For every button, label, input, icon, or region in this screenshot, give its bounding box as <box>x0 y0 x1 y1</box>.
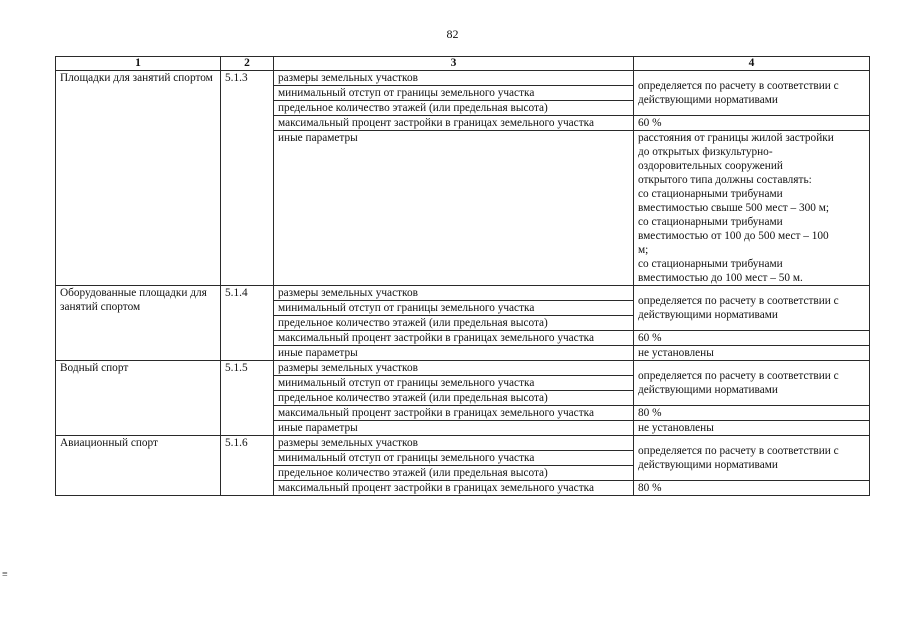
column-header-4: 4 <box>634 57 870 71</box>
coverage-label: максимальный процент застройки в границах земельного участка <box>274 481 634 496</box>
land-use-code: 5.1.6 <box>221 436 274 496</box>
parameter-label: размеры земельных участков <box>274 361 634 376</box>
column-header-2: 2 <box>221 57 274 71</box>
other-params-line: со стационарными трибунами <box>638 258 783 270</box>
other-params-line: со стационарными трибунами <box>638 188 783 200</box>
other-params-value <box>634 131 870 286</box>
column-header-3: 3 <box>274 57 634 71</box>
land-use-name: Площадки для занятий спортом <box>56 71 221 286</box>
parameter-value: определяется по расчету в соответствии с действующими нормативами <box>634 436 870 481</box>
coverage-value: 60 % <box>634 331 870 346</box>
column-header-1: 1 <box>56 57 221 71</box>
other-params-line: расстояния от границы жилой застройки <box>638 132 834 144</box>
other-params-line: оздоровительных сооружений <box>638 160 783 172</box>
coverage-label: максимальный процент застройки в границах земельного участка <box>274 116 634 131</box>
table-row <box>56 286 870 301</box>
coverage-value: 80 % <box>634 406 870 421</box>
land-use-table <box>55 56 870 496</box>
table-row <box>56 71 870 86</box>
coverage-label: максимальный процент застройки в границах земельного участка <box>274 406 634 421</box>
table-row <box>56 361 870 376</box>
other-params-line: до открытых физкультурно- <box>638 146 773 158</box>
parameter-value: определяется по расчету в соответствии с действующими нормативами <box>634 361 870 406</box>
other-params-value <box>634 346 870 361</box>
parameter-label: минимальный отступ от границы земельного участка <box>274 451 634 466</box>
land-use-code: 5.1.3 <box>221 71 274 286</box>
table-body <box>56 71 870 496</box>
other-params-line: со стационарными трибунами <box>638 216 783 228</box>
other-params-value <box>634 421 870 436</box>
parameter-value: определяется по расчету в соответствии с действующими нормативами <box>634 286 870 331</box>
other-params-line: вместимостью до 100 мест – 50 м. <box>638 272 803 284</box>
table-row <box>56 436 870 451</box>
edge-mark: ≡ <box>2 569 8 580</box>
land-use-code: 5.1.5 <box>221 361 274 436</box>
parameter-label: минимальный отступ от границы земельного участка <box>274 376 634 391</box>
other-params-line: не установлены <box>638 422 714 434</box>
other-params-line: не установлены <box>638 347 714 359</box>
parameter-label: предельное количество этажей (или предельная высота) <box>274 391 634 406</box>
land-use-name: Оборудованные площадки для занятий спортом <box>56 286 221 361</box>
other-params-line: м; <box>638 244 649 256</box>
page-number: 82 <box>446 27 459 41</box>
other-params-line: вместимостью свыше 500 мест – 300 м; <box>638 202 830 214</box>
other-params-label: иные параметры <box>274 346 634 361</box>
parameter-label: минимальный отступ от границы земельного участка <box>274 301 634 316</box>
parameter-label: минимальный отступ от границы земельного участка <box>274 86 634 101</box>
parameter-label: размеры земельных участков <box>274 436 634 451</box>
parameter-label: предельное количество этажей (или предельная высота) <box>274 466 634 481</box>
other-params-label: иные параметры <box>274 131 634 286</box>
header-row <box>56 57 870 71</box>
land-use-code: 5.1.4 <box>221 286 274 361</box>
parameter-value: определяется по расчету в соответствии с действующими нормативами <box>634 71 870 116</box>
coverage-value: 80 % <box>634 481 870 496</box>
other-params-line: открытого типа должны составлять: <box>638 174 812 186</box>
land-use-name: Водный спорт <box>56 361 221 436</box>
parameter-label: предельное количество этажей (или предельная высота) <box>274 101 634 116</box>
land-use-name: Авиационный спорт <box>56 436 221 496</box>
other-params-label: иные параметры <box>274 421 634 436</box>
parameter-label: размеры земельных участков <box>274 71 634 86</box>
other-params-line: вместимостью от 100 до 500 мест – 100 <box>638 230 829 242</box>
parameter-label: размеры земельных участков <box>274 286 634 301</box>
coverage-value: 60 % <box>634 116 870 131</box>
parameter-label: предельное количество этажей (или предельная высота) <box>274 316 634 331</box>
coverage-label: максимальный процент застройки в границах земельного участка <box>274 331 634 346</box>
